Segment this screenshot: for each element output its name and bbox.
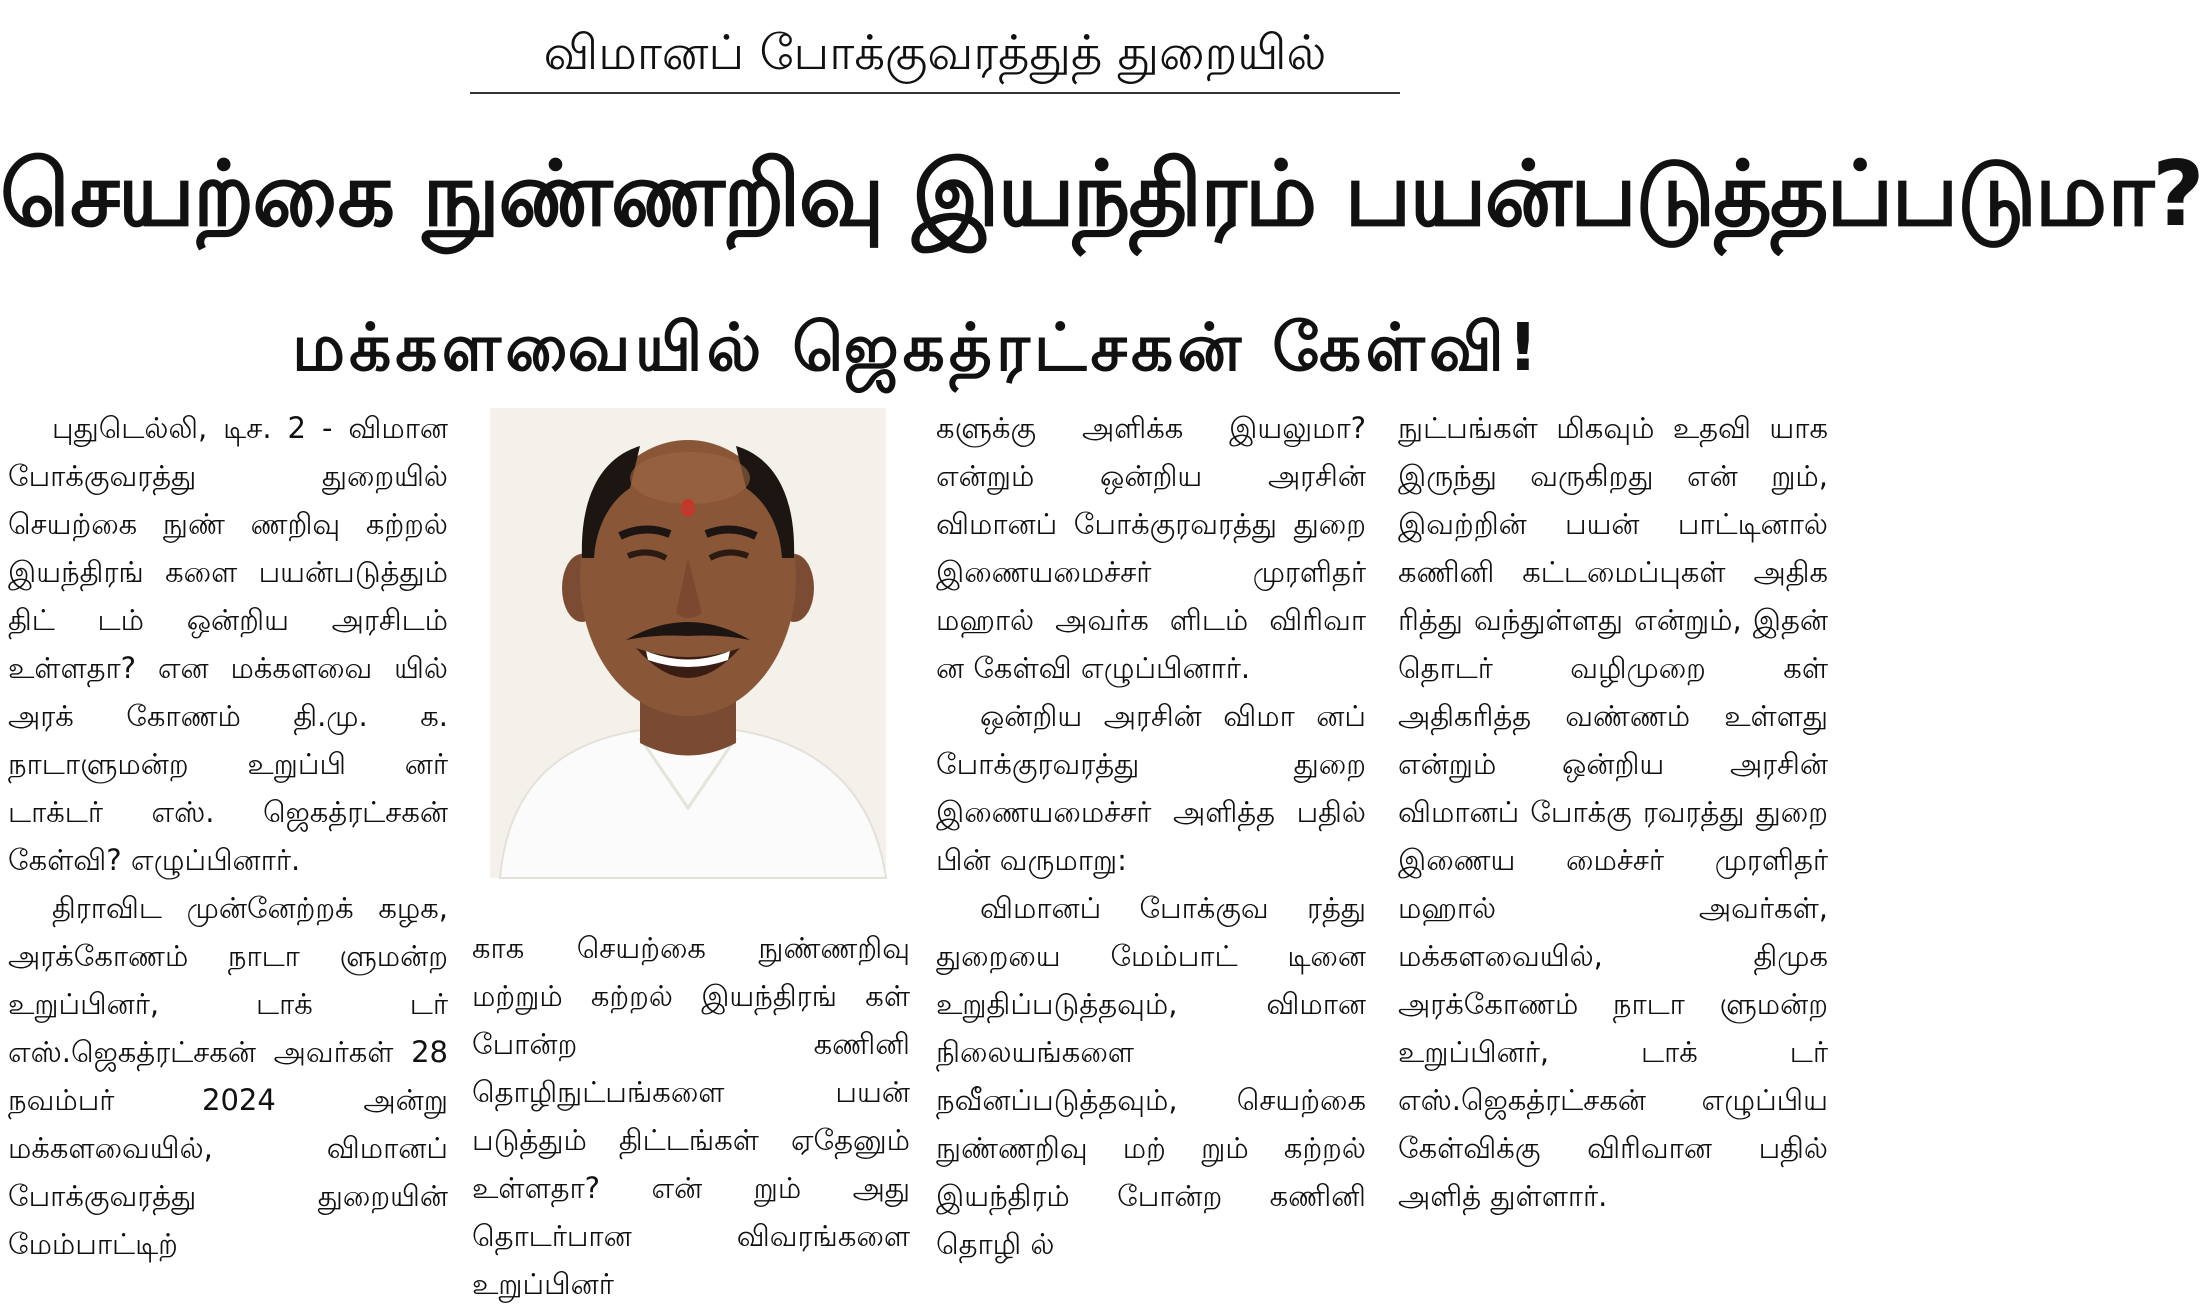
paragraph: ஒன்றிய அரசின் விமா னப் போக்குரவரத்து துறை இணையமைச்சர் அளித்த பதில் பின் வருமாறு: [936, 699, 1366, 877]
paragraph: திராவிட முன்னேற்றக் கழக, அரக்கோணம் நாடா ளுமன்ற உறுப்பினர், டாக் டர் எஸ்.ஜெகத்ரட்சகன் அவர்கள் 28 நவம்பர் 2024 அன்று மக்களவையில், விமானப் போக்குவரத்து துறையின் மேம்பாட்டிற் [8, 891, 448, 1261]
portrait-photo [490, 408, 886, 878]
article-column-1 [8, 404, 448, 1261]
article-subheadline: மக்களவையில் ஜெகத்ரட்சகன் கேள்வி! [291, 309, 1543, 386]
paragraph: புதுடெல்லி, டிச. 2 - விமான போக்குவரத்து துறையில் செயற்கை நுண் ணறிவு கற்றல் இயந்திரங் களை பயன்படுத்தும் திட் டம் ஒன்றிய அரசிடம் உள்ளதா? என மக்களவை யில் அரக் கோணம் தி.மு. க. நாடாளுமன்ற உறுப்பி னர் டாக்டர் எஸ். ஜெகத்ரட்சகன் கேள்வி? எழுப்பினார். [8, 411, 448, 877]
article-column-3 [936, 404, 1366, 1261]
portrait-icon [490, 408, 886, 878]
paragraph: நுட்பங்கள் மிகவும் உதவி யாக இருந்து வருகிறது என் றும், இவற்றின் பயன் பாட்டினால் கணினி கட்டமைப்புகள் அதிக ரித்து வந்துள்ளது என்றும், இதன் தொடர் வழிமுறை கள் அதிகரித்த வண்ணம் உள்ளது என்றும் ஒன்றிய அரசின் விமானப் போக்கு ரவரத்து துறை இணைய மைச்சர் முரளிதர் மஹால் அவர்கள், மக்களவையில், திமுக அரக்கோணம் நாடா ளுமன்ற உறுப்பினர், டாக் டர் எஸ்.ஜெகத்ரட்சகன் எழுப்பிய கேள்விக்கு விரிவான பதில் அளித் துள்ளார். [1398, 411, 1828, 1213]
article-headline: செயற்கை நுண்ணறிவு இயந்திரம் பயன்படுத்தப்படுமா? [0, 142, 2202, 247]
paragraph: காக செயற்கை நுண்ணறிவு மற்றும் கற்றல் இயந்திரங் கள் போன்ற கணினி தொழிநுட்பங்களை பயன் படுத்தும் திட்டங்கள் ஏதேனும் உள்ளதா? என் றும் அது தொடர்பான விவரங்களை உறுப்பினர் [472, 931, 910, 1301]
paragraph: விமானப் போக்குவ ரத்து துறையை மேம்பாட் டினை உறுதிப்படுத்தவும், விமான நிலையங்களை நவீனப்படுத்தவும், செயற்கை நுண்ணறிவு மற் றும் கற்றல் இயந்திரம் போன்ற கணினி தொழி ல் [936, 891, 1366, 1261]
article-column-4 [1398, 404, 1828, 1254]
article-kicker: விமானப் போக்குவரத்துத் துறையில் [470, 14, 1400, 94]
paragraph: களுக்கு அளிக்க இயலுமா? என்றும் ஒன்றிய அரசின் விமானப் போக்குரவரத்து துறை இணையமைச்சர் முரளிதர் மஹால் அவர்க ளிடம் விரிவா ன கேள்வி எழுப்பினார். [936, 411, 1366, 685]
article-column-2 [472, 924, 910, 1301]
